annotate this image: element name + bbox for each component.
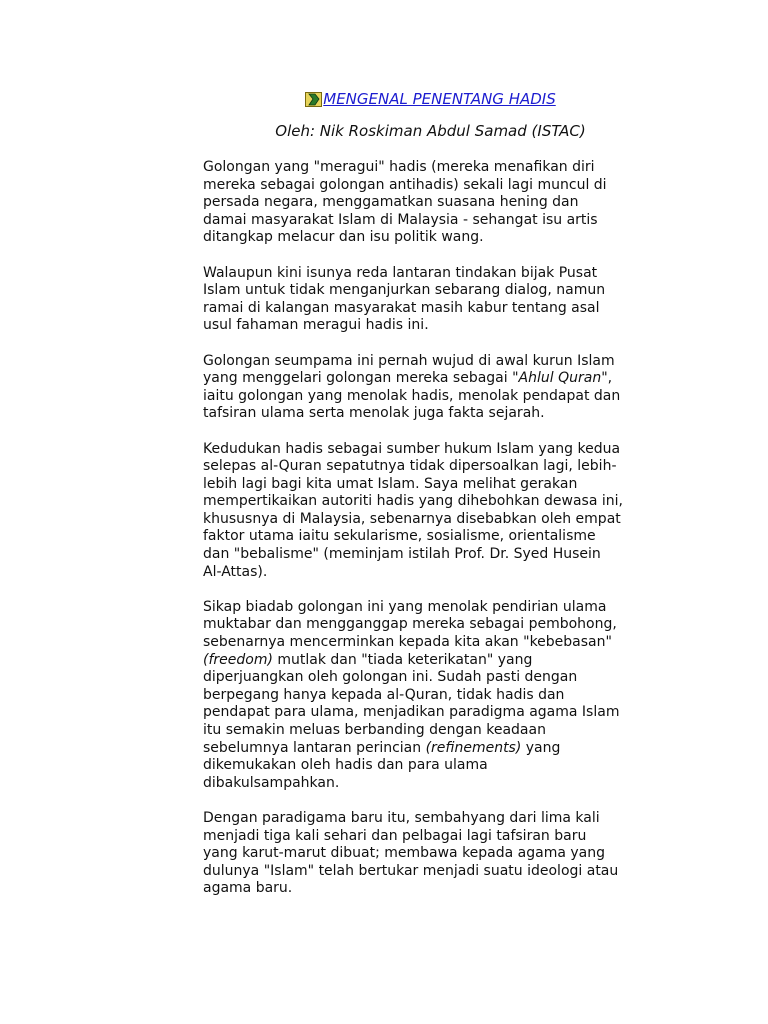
italic-term: (freedom) — [203, 651, 273, 668]
text-line — [203, 828, 663, 846]
text-segment: Islam untuk tidak menganjurkan sebarang dialog, namun — [203, 282, 606, 299]
text-segment: lebih lagi bagi kita umat Islam. Saya melihat gerakan — [203, 475, 578, 492]
text-line — [203, 370, 663, 388]
text-segment: muktabar dan mengganggap mereka sebagai pembohong, — [203, 616, 617, 633]
text-segment: pendapat para ulama, menjadikan paradigma agama Islam — [203, 704, 620, 721]
text-line — [203, 159, 663, 177]
text-segment: tafsiran ulama serta menolak juga fakta sejarah. — [203, 405, 545, 422]
article-body — [203, 159, 658, 898]
text-line — [203, 880, 663, 898]
text-line — [203, 722, 663, 740]
paragraph — [203, 441, 663, 582]
text-line — [203, 757, 663, 775]
text-segment: Al-Attas). — [203, 563, 268, 580]
text-segment: mutlak dan "tiada keterikatan" yang — [272, 651, 533, 668]
paragraph — [203, 353, 663, 423]
italic-term: Ahlul Quran — [518, 370, 602, 387]
text-line — [203, 194, 663, 212]
text-segment: selepas al-Quran sepatutnya tidak dipersoalkan lagi, lebih- — [203, 458, 617, 475]
article-author: Oleh: Nik Roskiman Abdul Samad (ISTAC) — [275, 122, 586, 140]
text-segment: mereka sebagai golongan antihadis) sekali lagi muncul di — [203, 176, 607, 193]
text-segment: Walaupun kini isunya reda lantaran tindakan bijak Pusat — [203, 264, 598, 281]
text-line — [203, 441, 663, 459]
text-line — [203, 652, 663, 670]
text-segment: berpegang hanya kepada al-Quran, tidak hadis dan — [203, 686, 565, 703]
text-line — [203, 317, 663, 335]
text-segment: iaitu golongan yang menolak hadis, menolak pendapat dan — [203, 387, 621, 404]
text-line — [203, 634, 663, 652]
text-line — [203, 528, 663, 546]
title-row — [203, 86, 658, 112]
text-segment: diperjuangkan oleh golongan ini. Sudah pasti dengan — [203, 669, 578, 686]
italic-term: (refinements) — [425, 739, 522, 756]
text-line — [203, 616, 663, 634]
text-line — [203, 212, 663, 230]
text-line — [203, 810, 663, 828]
text-line — [203, 476, 663, 494]
text-line — [203, 388, 663, 406]
text-segment: sebelumnya lantaran perincian — [203, 739, 426, 756]
text-segment: Dengan paradigama baru itu, sembahyang dari lima kali — [203, 809, 600, 826]
text-segment: ditangkap melacur dan isu politik wang. — [203, 229, 484, 246]
text-segment: khususnya di Malaysia, sebenarnya disebabkan oleh empat — [203, 510, 621, 527]
text-segment: yang karut-marut dibuat; membawa kepada agama yang — [203, 845, 606, 862]
text-segment: menjadi tiga kali sehari dan pelbagai lagi tafsiran baru — [203, 827, 587, 844]
text-line — [203, 493, 663, 511]
text-segment: Sikap biadab golongan ini yang menolak pendirian ulama — [203, 598, 607, 615]
text-segment: dan "bebalisme" (meminjam istilah Prof. Dr. Syed Husein — [203, 546, 601, 563]
text-segment: Golongan yang "meragui" hadis (mereka menafikan diri — [203, 159, 595, 175]
article-title-link[interactable]: MENGENAL PENENTANG HADIS — [323, 90, 556, 108]
text-line — [203, 229, 663, 247]
text-segment: yang — [521, 739, 561, 756]
text-line — [203, 458, 663, 476]
paragraph — [203, 599, 663, 793]
text-segment: agama baru. — [203, 880, 293, 897]
text-line — [203, 669, 663, 687]
text-line — [203, 546, 663, 564]
text-line — [203, 564, 663, 582]
text-line — [203, 405, 663, 423]
text-segment: yang menggelari golongan mereka sebagai " — [203, 370, 519, 387]
text-segment: mempertikaikan autoriti hadis yang dihebohkan dewasa ini, — [203, 493, 623, 510]
document-link-icon[interactable] — [305, 92, 322, 107]
text-segment: sebenarnya mencerminkan kepada kita akan "kebebasan" — [203, 634, 612, 651]
text-segment: persada negara, menggamatkan suasana hening dan — [203, 194, 579, 211]
text-line — [203, 687, 663, 705]
text-line — [203, 282, 663, 300]
text-segment: usul fahaman meragui hadis ini. — [203, 317, 429, 334]
text-segment: Kedudukan hadis sebagai sumber hukum Islam yang kedua — [203, 440, 621, 457]
text-line — [203, 177, 663, 195]
text-line — [203, 740, 663, 758]
text-segment: ", — [601, 370, 613, 387]
text-line — [203, 775, 663, 793]
text-segment: dulunya "Islam" telah bertukar menjadi suatu ideologi atau — [203, 862, 619, 879]
text-line — [203, 863, 663, 881]
text-segment: dikemukakan oleh hadis dan para ulama — [203, 757, 488, 774]
text-line — [203, 265, 663, 283]
text-segment: ramai di kalangan masyarakat masih kabur tentang asal — [203, 299, 600, 316]
paragraph — [203, 810, 663, 898]
text-segment: faktor utama iaitu sekularisme, sosialisme, orientalisme — [203, 528, 596, 545]
paragraph — [203, 159, 663, 247]
paragraph — [203, 265, 663, 335]
text-line — [203, 704, 663, 722]
text-segment: dibakulsampahkan. — [203, 774, 340, 791]
text-segment: damai masyarakat Islam di Malaysia - sehangat isu artis — [203, 211, 598, 228]
text-line — [203, 599, 663, 617]
text-segment: itu semakin meluas berbanding dengan keadaan — [203, 722, 546, 738]
text-line — [203, 511, 663, 529]
text-line — [203, 353, 663, 371]
text-segment: Golongan seumpama ini pernah wujud di awal kurun Islam — [203, 352, 615, 369]
text-line — [203, 300, 663, 318]
text-line — [203, 845, 663, 863]
